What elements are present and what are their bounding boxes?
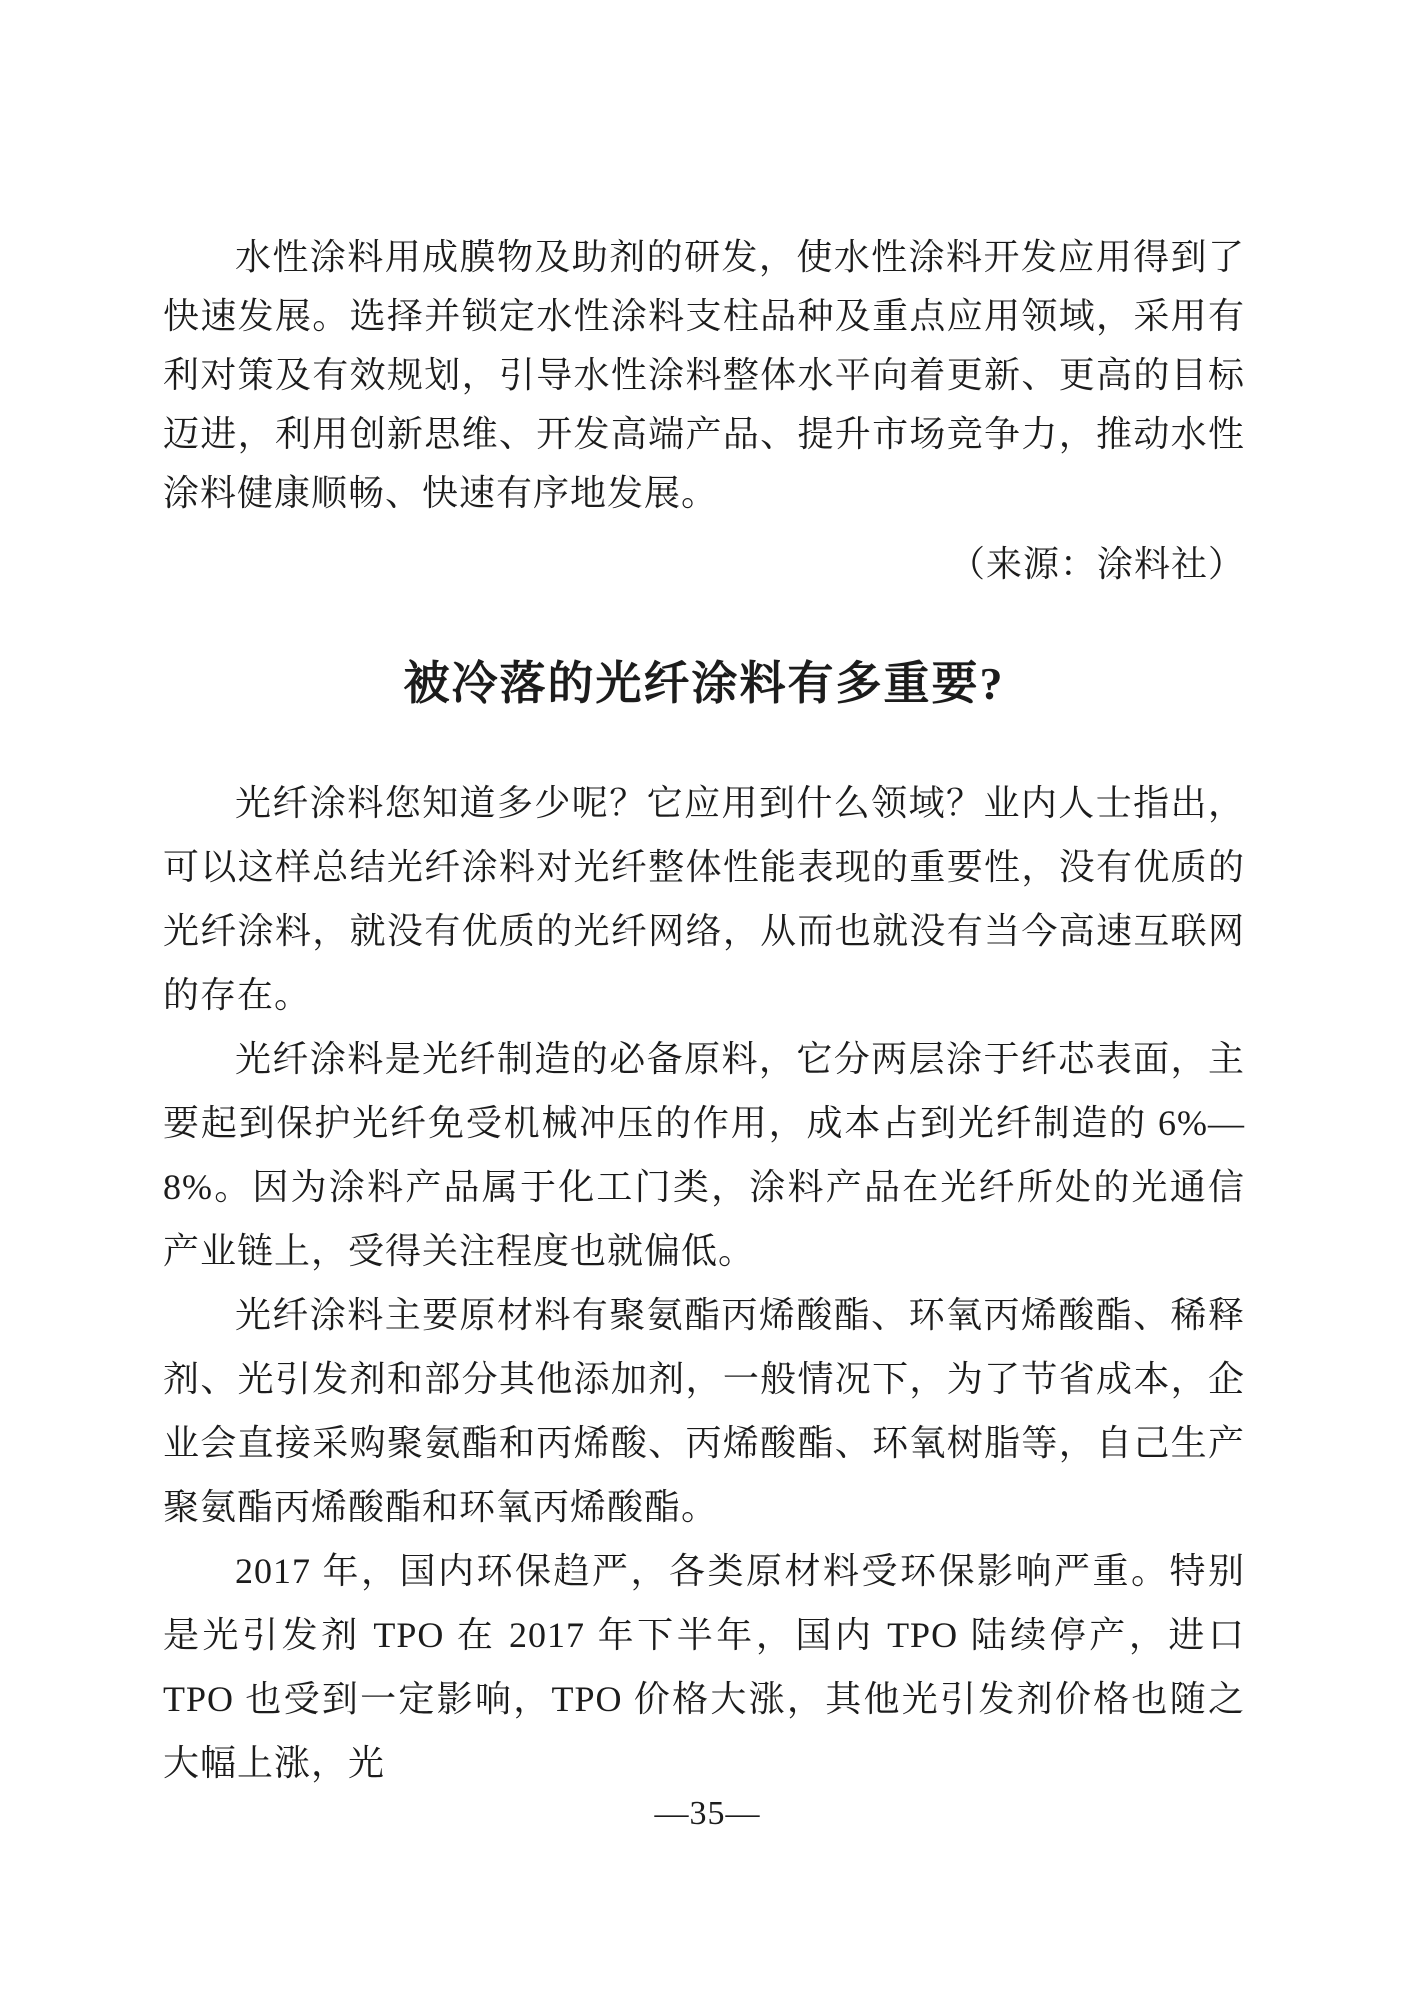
article-title: 被冷落的光纤涂料有多重要?: [403, 658, 1005, 709]
article-paragraph: 光纤涂料主要原材料有聚氨酯丙烯酸酯、环氧丙烯酸酯、稀释剂、光引发剂和部分其他添加剂，一般情况下，为了节省成本，企业会直接采购聚氨酯和丙烯酸、丙烯酸酯、环氧树脂等，自己生产聚氨酯丙烯酸酯和环氧丙烯酸酯。: [163, 1295, 1245, 1528]
page-number: —35—: [654, 1795, 761, 1832]
page-content: [163, 228, 1245, 1795]
intro-paragraph: 水性涂料用成膜物及助剂的研发，使水性涂料开发应用得到了快速发展。选择并锁定水性涂料支柱品种及重点应用领域，采用有利对策及有效规划，引导水性涂料整体水平向着更新、更高的目标迈进，利用创新思维、开发高端产品、提升市场竞争力，推动水性涂料健康顺畅、快速有序地发展。: [163, 237, 1245, 513]
article-body: [163, 771, 1245, 1795]
source-attribution: （来源：涂料社）: [948, 544, 1245, 584]
article-paragraph: 光纤涂料是光纤制造的必备原料，它分两层涂于纤芯表面，主要起到保护光纤免受机械冲压的作用，成本占到光纤制造的 6%—8%。因为涂料产品属于化工门类，涂料产品在光纤所处的光通信产业链上，受得关注程度也就偏低。: [163, 1039, 1245, 1272]
article-paragraph: 2017 年，国内环保趋严，各类原材料受环保影响严重。特别是光引发剂 TPO 在 2017 年下半年，国内 TPO 陆续停产，进口 TPO 也受到一定影响，TPO 价格大涨，其他光引发剂价格也随之大幅上涨，光: [163, 1551, 1245, 1784]
article-paragraph: 光纤涂料您知道多少呢？它应用到什么领域？业内人士指出，可以这样总结光纤涂料对光纤整体性能表现的重要性，没有优质的光纤涂料，就没有优质的光纤网络，从而也就没有当今高速互联网的存在。: [163, 783, 1245, 1016]
